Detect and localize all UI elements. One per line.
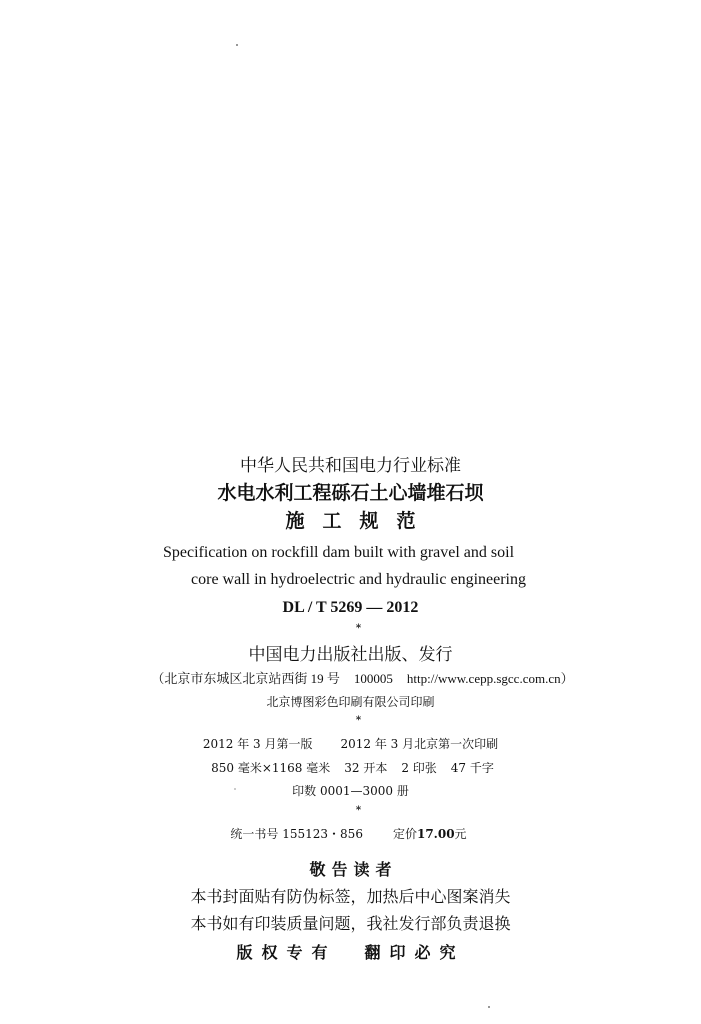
publisher-website: http://www.cepp.sgcc.com.cn）	[406, 671, 574, 686]
separator-star: *	[355, 805, 362, 816]
scan-speck	[236, 44, 238, 46]
printer-name: 北京博图彩色印刷有限公司印刷	[266, 695, 435, 709]
publisher-name: 中国电力出版社出版、发行	[248, 645, 453, 665]
standard-number: DL / T 5269 — 2012	[282, 599, 419, 616]
first-print: 2012 年 3 月北京第一次印刷	[340, 737, 499, 751]
paper-size: 850 毫米×1168 毫米	[211, 761, 331, 775]
issuing-organization: 中华人民共和国电力行业标准	[240, 456, 461, 476]
format-specs-line	[2, 762, 701, 774]
copyright-reserved: 版权专有	[236, 943, 337, 962]
book-format: 32 开本	[344, 761, 388, 775]
notice-title: 敬告读者	[309, 860, 398, 879]
publisher-address-line	[12, 672, 701, 685]
word-count: 47 千字	[450, 761, 494, 775]
edition-line	[0, 738, 701, 750]
publisher-address: （北京市东城区北京站西街 19 号	[151, 671, 340, 686]
print-sheets: 2 印张	[401, 761, 437, 775]
notice-line1: 本书封面贴有防伪标签，加热后中心图案消失	[190, 887, 511, 906]
separator-star: *	[355, 623, 362, 634]
standard-title-line2: 施工规范	[285, 510, 434, 532]
copyright-no-reprint: 翻印必究	[364, 943, 465, 962]
unified-book-number: 统一书号 155123・856	[230, 827, 363, 841]
first-edition: 2012 年 3 月第一版	[202, 737, 313, 751]
english-title-line1: Specification on rockfill dam built with gravel and soil	[162, 544, 515, 561]
publisher-postcode: 100005	[353, 671, 393, 686]
scan-speck	[234, 788, 236, 790]
english-title-line2: core wall in hydroelectric and hydraulic engineering	[191, 571, 526, 588]
notice-line2: 本书如有印装质量问题，我社发行部负责退换	[190, 914, 511, 933]
scan-speck	[488, 1006, 490, 1008]
isbn-price-line	[0, 828, 699, 840]
print-count: 印数 0001—3000 册	[292, 784, 409, 798]
separator-star: *	[355, 715, 362, 726]
copyright-line	[0, 945, 701, 961]
price-value: 17.00	[416, 827, 455, 841]
standard-title-line1: 水电水利工程砾石土心墙堆石坝	[217, 482, 484, 504]
price-unit: 元	[454, 827, 467, 841]
price-label: 定价	[392, 827, 417, 841]
